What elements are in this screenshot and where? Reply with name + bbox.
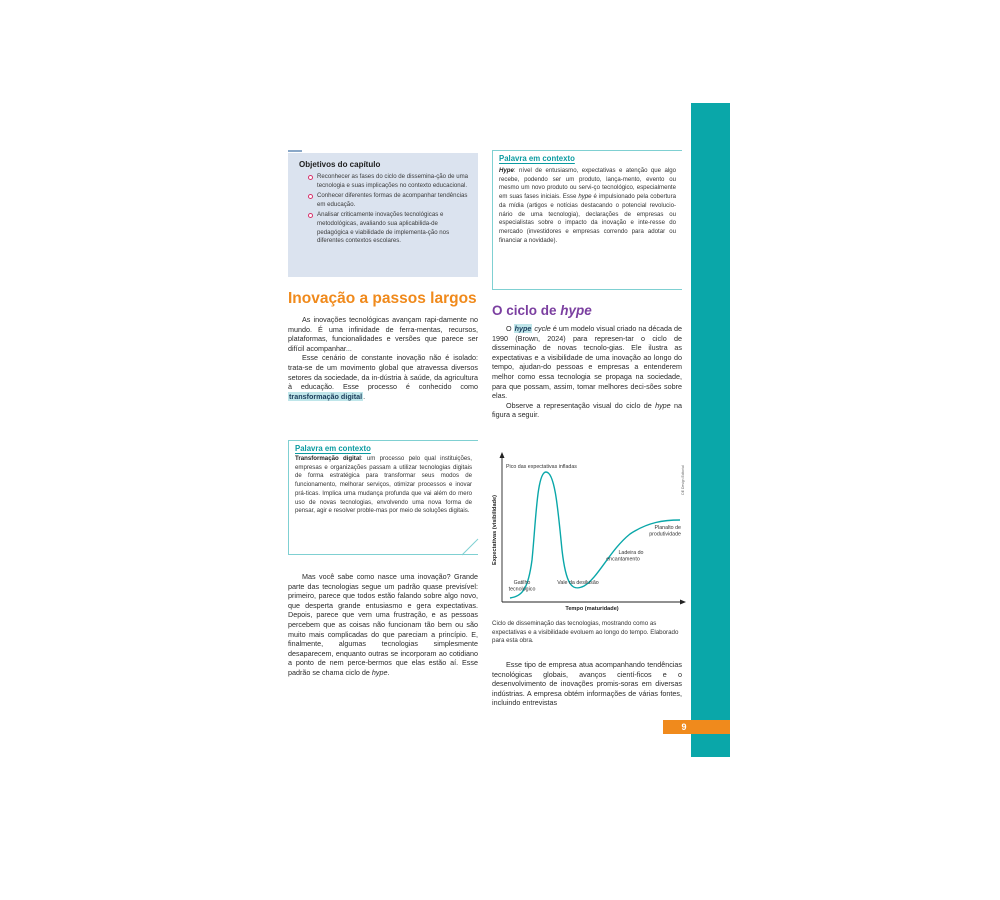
paragraph: O hype cycle é um modelo visual criado na década de 1990 (Brown, 2024) para represen-tar o ciclo de disseminação de novas tecnolo-gias. Ele ilustra as expectativas e a visibilidade de uma inovação ao longo do tempo, ajudan-do pessoas e empresas a entenderem melhor como essa tecnologia se propaga na sociedade, para que possam, assim, tomar melhores deci-sões sobre elas. bbox=[492, 324, 682, 401]
context-box-text: Transformação digital: um processo pelo qual instituições, empresas e organizações passam a utilizar tecnologias digitais de forma estratégica para transformar seus modos de funcionamento, melhorar serviços, otimizar processos e inovar prá-ticas. Implica uma mudança profunda que vai além do mero uso de novas tecnologias, envolvendo uma nova forma de pensar, agir e resolver proble-mas por meio de soluções digitais. bbox=[295, 455, 472, 515]
word-in-context-box-hype bbox=[492, 150, 682, 290]
bullet-icon bbox=[308, 213, 313, 218]
annotation-valley: Vale da desilusão bbox=[557, 580, 599, 586]
image-credit: DE Design Editorial bbox=[681, 465, 685, 495]
section-heading-hype-cycle: O ciclo de hype bbox=[492, 303, 592, 318]
context-box-text: Hype: nível de entusiasmo, expectativas e atenção que algo recebe, podendo ser um produto, lança-mento, evento ou mesmo um novo produto ou servi-ço tecnológico, especialmente em suas fases iniciais. Esse hype é impulsionado pela cobertura da mídia (artigos e notícias destacando o potencial revolucio-nário de uma tecnologia), declarações de empresas ou especialistas sobre o impacto da inovação e inte-resse do mercado (investidores e empresas correndo para adotar ou financiar a novidade). bbox=[499, 167, 676, 244]
section1-body-cont bbox=[288, 572, 478, 678]
word-in-context-box bbox=[288, 440, 478, 555]
paragraph: Esse cenário de constante inovação não é isolado: trata-se de um movimento global que atravessa diversos setores da sociedade, da in-dústria à saúde, da agricultura à educação. Esse processo é conhecido como transformação digital. bbox=[288, 353, 478, 401]
annotation-slope-line2: encantamento bbox=[606, 556, 640, 563]
section-heading-innovation: Inovação a passos largos bbox=[288, 290, 477, 307]
context-box-title: Palavra em contexto bbox=[499, 154, 575, 163]
hype-cycle-chart bbox=[492, 450, 688, 616]
objectives-list bbox=[299, 173, 470, 246]
objectives-box bbox=[288, 153, 478, 277]
annotation-trigger-line1: Gatilho bbox=[513, 580, 531, 586]
annotation-slope-line1: Ladeira do bbox=[618, 550, 644, 556]
top-mark bbox=[288, 150, 302, 152]
annotation-trigger bbox=[509, 580, 536, 592]
context-box-title: Palavra em contexto bbox=[295, 444, 371, 453]
annotation-peak: Pico das expectativas infladas bbox=[506, 464, 577, 470]
y-axis-arrow-icon bbox=[500, 452, 505, 458]
objective-item: Analisar criticamente inovações tecnológicas e metodológicas, avaliando sua aplicabilida-de pedagógica e viabilidade de implementa-ção nos diferentes contextos escolares. bbox=[299, 211, 470, 245]
objective-item: Reconhecer as fases do ciclo de dissemina-ção de uma tecnologia e suas implicações no contexto educacional. bbox=[299, 173, 470, 190]
x-axis-arrow-icon bbox=[680, 600, 686, 605]
x-axis-label: Tempo (maturidade) bbox=[565, 606, 619, 612]
objectives-title: Objetivos do capítulo bbox=[299, 160, 381, 169]
box-corner-decoration bbox=[462, 538, 480, 556]
annotation-trigger-line2: tecnológico bbox=[508, 586, 536, 593]
side-color-bar bbox=[691, 103, 730, 757]
figure-caption: Ciclo de disseminação das tecnologias, mostrando como as expectativas e a visibilidade evoluem ao longo do tempo. Elaborado para esta obra. bbox=[492, 620, 679, 644]
annotation-plateau-line2: produtividade bbox=[649, 531, 681, 538]
annotation-slope bbox=[606, 550, 643, 562]
paragraph: Observe a representação visual do ciclo de hype na figura a seguir. bbox=[492, 400, 682, 420]
highlight-term: hype bbox=[514, 324, 532, 333]
paragraph: Mas você sabe como nasce uma inovação? Grande parte das tecnologias segue um padrão quase previsível: primeiro, parece que todos estão falando sobre algo novo, que desperta grande entusiasmo e gera expectativas. Depois, parece que vem uma frustração, e as pessoas percebem que as coisas não funcionam tão bem ou são muito mais complicadas do que pareciam a princípio. E, finalmente, algumas tecnologias simplesmente desaparecem, enquanto outras se incorporam ao cotidiano a ponto de nem perce-bermos que elas estão aí. Esse padrão se chama ciclo de hype. bbox=[288, 572, 478, 677]
section2-body-cont bbox=[492, 660, 682, 708]
bullet-icon bbox=[308, 175, 313, 180]
highlight-term: transformação digital bbox=[289, 391, 363, 401]
paragraph: As inovações tecnológicas avançam rapi-damente no mundo. É uma infinidade de ferra-mentas, recursos, plataformas, funcionalidades e versões que parece ser difícil acompanhar... bbox=[288, 315, 478, 353]
page-number: 9 bbox=[681, 722, 687, 732]
section2-body bbox=[492, 324, 682, 420]
annotation-plateau bbox=[649, 525, 681, 537]
bullet-icon bbox=[308, 194, 313, 199]
objective-item: Conhecer diferentes formas de acompanhar tendências em educação. bbox=[299, 192, 470, 209]
annotation-plateau-line1: Planalto de bbox=[654, 525, 681, 531]
paragraph: Esse tipo de empresa atua acompanhando tendências tecnológicas globais, avanços cientí-ficos e o desenvolvimento de inovações promis-soras em diversas indústrias. A empresa obtém informações de várias fontes, incluindo entrevistas bbox=[492, 660, 682, 708]
y-axis-label: Expectativas (visibilidade) bbox=[492, 495, 498, 565]
section1-body bbox=[288, 315, 478, 401]
